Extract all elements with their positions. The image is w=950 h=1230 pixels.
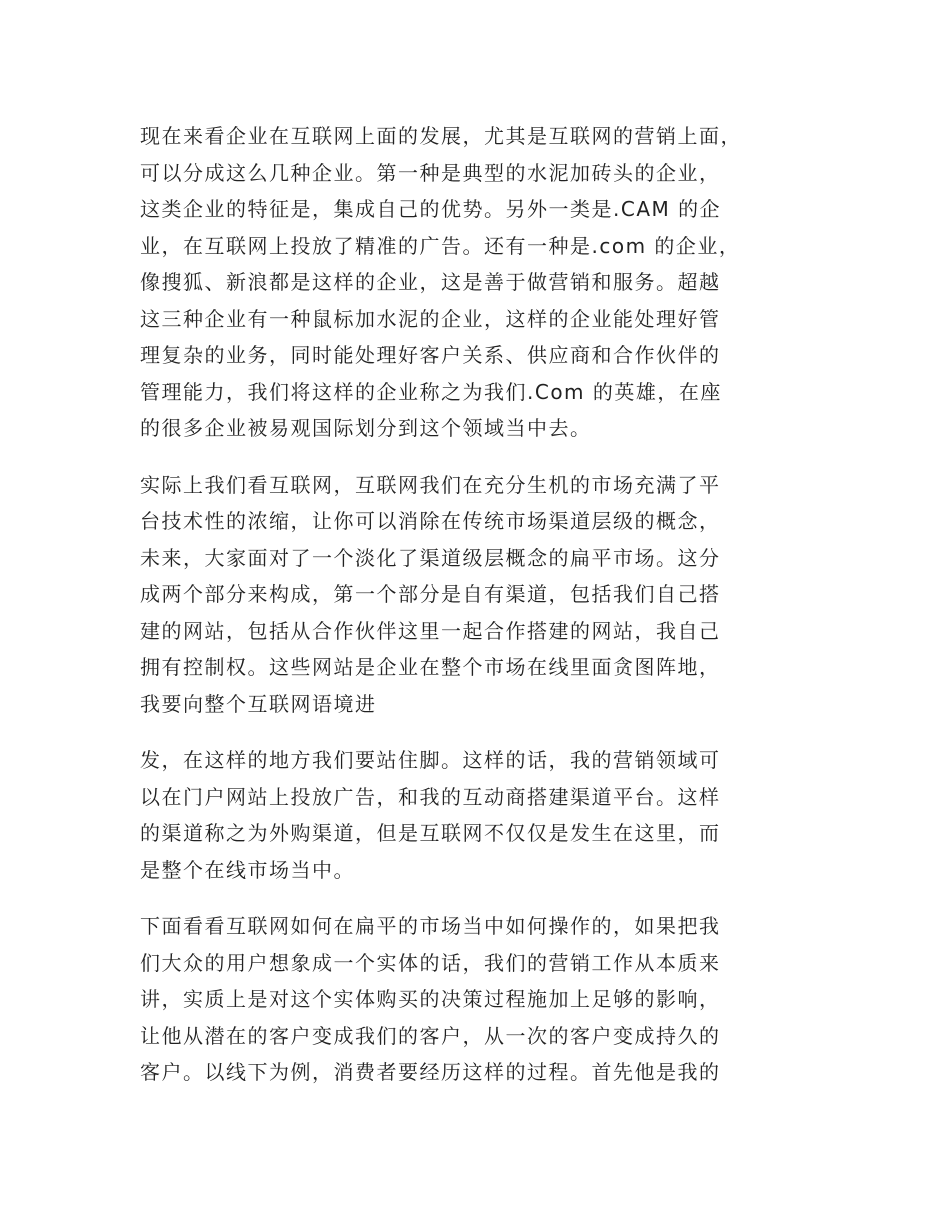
text-line: 讲，实质上是对这个实体购买的决策过程施加上足够的影响， [140,987,721,1011]
text-line: 理复杂的业务，同时能处理好客户关系、供应商和合作伙伴的 [140,343,721,367]
text-line: 发，在这样的地方我们要站住脚。这样的话，我的营销领域可 [140,748,721,772]
text-line: 台技术性的浓缩，让你可以消除在传统市场渠道层级的概念， [140,509,721,533]
text-line: 让他从潜在的客户变成我们的客户，从一次的客户变成持久的 [140,1023,721,1048]
text-line: 是整个在线市场当中。 [140,857,355,882]
document-body [140,118,820,1111]
text-line: 像搜狐、新浪都是这样的企业，这是善于做营销和服务。超越 [140,270,721,294]
text-line: 建的网站，包括从合作伙伴这里一起合作搭建的网站，我自己 [140,618,721,643]
text-line: 现在来看企业在互联网上面的发展，尤其是互联网的营销上面， [140,124,742,148]
paragraph [140,908,820,1091]
text-line: 成两个部分来构成，第一个部分是自有渠道，包括我们自己搭 [140,582,721,606]
text-line: 的渠道称之为外购渠道，但是互联网不仅仅是发生在这里，而 [140,821,721,845]
text-line: 我要向整个互联网语境进 [140,691,377,716]
text-line: 管理能力，我们将这样的企业称之为我们.Com 的英雄，在座 [140,379,722,404]
paragraph [140,118,820,447]
text-line: 实际上我们看互联网，互联网我们在充分生机的市场充满了平 [140,472,721,497]
paragraph [140,467,820,723]
text-line: 拥有控制权。这些网站是企业在整个市场在线里面贪图阵地， [140,655,721,679]
text-line: 客户。以线下为例，消费者要经历这样的过程。首先他是我的 [140,1060,721,1084]
text-line: 业，在互联网上投放了精准的广告。还有一种是.com 的企业， [140,233,741,258]
text-line: 可以分成这么几种企业。第一种是典型的水泥加砖头的企业， [140,160,721,185]
text-line: 这类企业的特征是，集成自己的优势。另外一类是.CAM 的企 [140,197,722,221]
text-line: 以在门户网站上投放广告，和我的互动商搭建渠道平台。这样 [140,784,721,809]
paragraph [140,742,820,888]
text-line: 的很多企业被易观国际划分到这个领域当中去。 [140,416,592,440]
text-line: 下面看看互联网如何在扁平的市场当中如何操作的，如果把我 [140,914,721,938]
text-line: 这三种企业有一种鼠标加水泥的企业，这样的企业能处理好管 [140,306,721,331]
text-line: 们大众的用户想象成一个实体的话，我们的营销工作从本质来 [140,950,721,975]
text-line: 未来，大家面对了一个淡化了渠道级层概念的扁平市场。这分 [140,545,721,570]
